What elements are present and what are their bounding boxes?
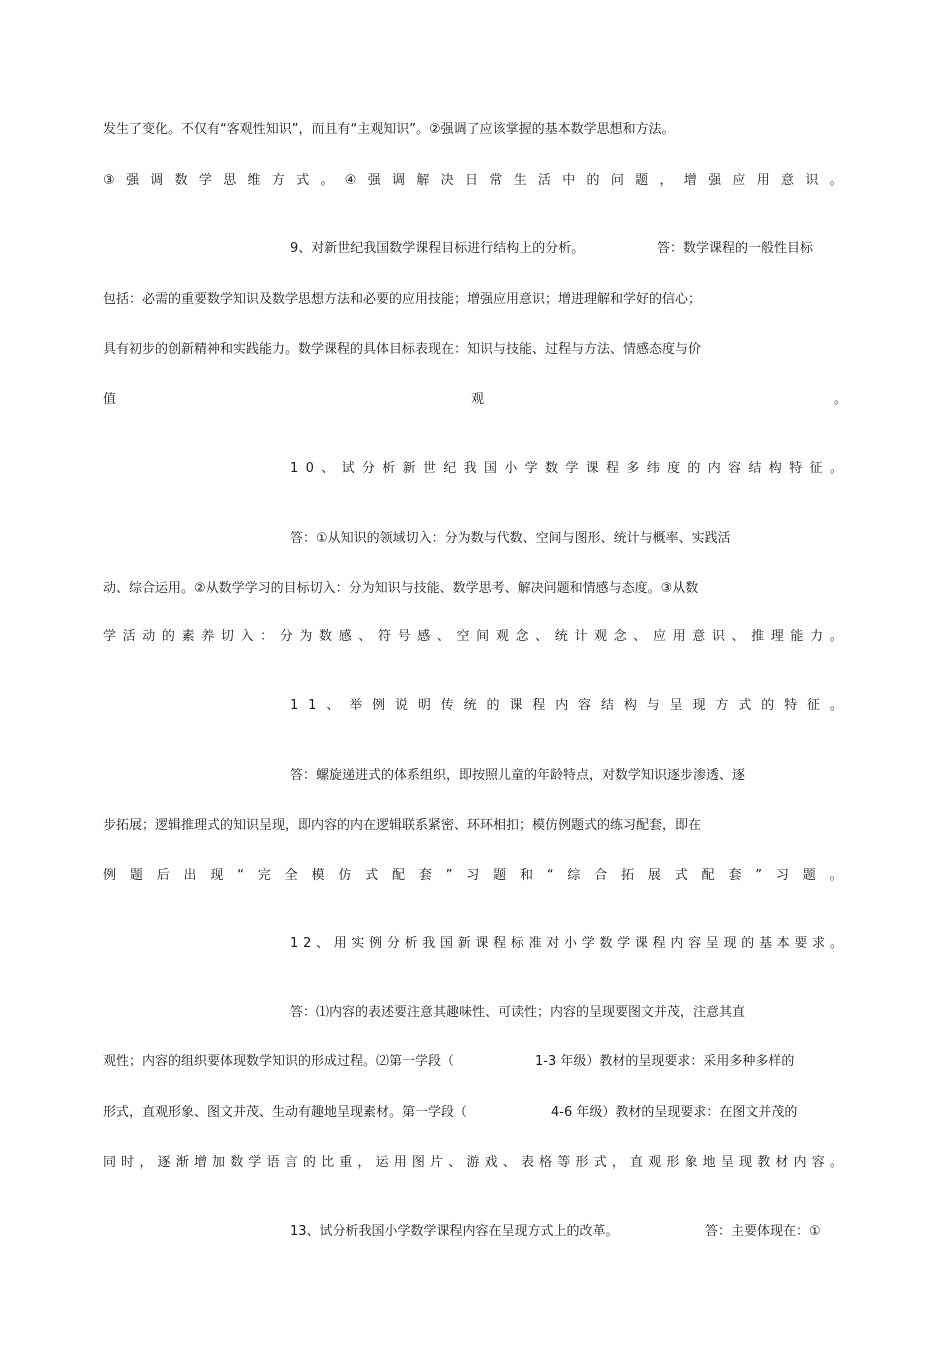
glyph: 维 [247, 173, 261, 188]
text-line-20a [290, 1223, 619, 1241]
glyph: 格 [539, 1155, 553, 1170]
glyph: 例 [372, 698, 386, 713]
glyph: 重 [339, 1155, 353, 1170]
glyph: 分 [386, 936, 400, 951]
glyph: 、 [502, 1155, 516, 1170]
glyph: 材 [775, 1155, 789, 1170]
glyph: 出 [183, 868, 197, 883]
glyph: 呈 [720, 1155, 734, 1170]
glyph: 强 [708, 173, 722, 188]
glyph: 课 [634, 936, 648, 951]
glyph: 、 [358, 629, 372, 644]
glyph: 时 [121, 1155, 135, 1170]
text-line-9 [103, 580, 698, 598]
answer-13-start: 答：主要体现在：① [705, 1224, 821, 1239]
glyph: 的 [586, 173, 600, 188]
glyph: ： [260, 629, 274, 644]
text-line-6c [834, 391, 847, 409]
glyph: 数 [174, 173, 188, 188]
answer-9-start: 答：数学课程的一般性目标 [657, 241, 814, 256]
glyph: 应 [652, 629, 666, 644]
glyph: 比 [321, 1155, 335, 1170]
glyph: 的 [161, 629, 175, 644]
text-line-8 [290, 530, 731, 548]
text-line-18a [103, 1104, 467, 1122]
glyph: 形 [575, 1155, 589, 1170]
glyph: “ [237, 868, 244, 883]
glyph: “ [546, 868, 554, 883]
glyph: 析 [404, 936, 418, 951]
glyph: 标 [510, 936, 524, 951]
glyph: 强 [367, 173, 381, 188]
glyph: 2 [302, 936, 312, 951]
glyph: 内 [707, 461, 721, 476]
glyph: 逐 [157, 1155, 171, 1170]
glyph: 课 [475, 936, 489, 951]
glyph: 纬 [646, 461, 660, 476]
glyph: 习 [466, 868, 480, 883]
glyph: 图 [411, 1155, 425, 1170]
glyph: 例 [369, 936, 383, 951]
glyph: 内 [555, 698, 569, 713]
glyph: 数 [545, 461, 559, 476]
glyph: 念 [515, 629, 529, 644]
glyph: 地 [702, 1155, 716, 1170]
glyph: 的 [486, 698, 500, 713]
glyph: 合 [594, 868, 608, 883]
text-line-1 [103, 121, 675, 139]
line-text: 步拓展；逻辑推理式的知识呈现，即内容的内在逻辑联系紧密、环环相扣；模仿例题式的练习配套，即在 [103, 818, 702, 833]
glyph: 新 [402, 461, 416, 476]
glyph: 对 [546, 936, 560, 951]
glyph: 片 [430, 1155, 444, 1170]
glyph: 式 [365, 868, 379, 883]
glyph: 的 [302, 1155, 316, 1170]
glyph: 我 [463, 461, 477, 476]
glyph: 仿 [338, 868, 352, 883]
glyph: 1 [290, 698, 299, 713]
glyph: 配 [392, 868, 406, 883]
glyph: 现 [723, 936, 737, 951]
glyph: 学 [103, 629, 117, 644]
glyph: 、 [633, 629, 647, 644]
line-text: 形式，直观形象、图文并茂、生动有趣地呈现素材。第一学段（ [103, 1105, 468, 1120]
glyph: 结 [748, 461, 762, 476]
glyph: 配 [701, 868, 715, 883]
glyph: 活 [537, 173, 551, 188]
line-text: 具有初步的创新精神和实践能力。数学课程的具体目标表现在：知识与技能、过程与方法、情感态度与价 [103, 342, 702, 357]
line-text: 观性；内容的组织要体现数学知识的形成过程。⑵第一学段（ [103, 1054, 455, 1069]
glyph: 符 [377, 629, 391, 644]
glyph: 后 [156, 868, 170, 883]
glyph: 中 [562, 173, 576, 188]
glyph: 增 [193, 1155, 207, 1170]
glyph: 调 [150, 173, 164, 188]
glyph: 意 [781, 173, 795, 188]
glyph: 观 [594, 629, 608, 644]
glyph: 分 [361, 461, 375, 476]
glyph: 、 [326, 698, 340, 713]
glyph: 构 [623, 698, 637, 713]
glyph: 动 [142, 629, 156, 644]
glyph: 、 [535, 629, 549, 644]
text-line-5 [103, 341, 701, 359]
glyph: ” [755, 868, 763, 883]
glyph: 现 [692, 698, 706, 713]
glyph: 观 [495, 629, 509, 644]
glyph: 国 [440, 936, 454, 951]
answer-11-start: 答：螺旋递进式的体系组织，即按照儿童的年龄特点，对数学知识逐步渗透、逐 [290, 768, 746, 783]
glyph: 容 [688, 936, 702, 951]
glyph: 求 [812, 936, 826, 951]
glyph: 小 [564, 936, 578, 951]
glyph: 活 [122, 629, 136, 644]
glyph: 。 [829, 461, 843, 476]
glyph: 观 [648, 1155, 662, 1170]
glyph: 的 [687, 461, 701, 476]
glyph: 直 [629, 1155, 643, 1170]
glyph: 言 [284, 1155, 298, 1170]
text-line-17a [103, 1053, 454, 1071]
glyph: ④ [344, 173, 357, 188]
question-11 [290, 697, 843, 715]
glyph: 计 [574, 629, 588, 644]
glyph: 学 [198, 173, 212, 188]
glyph: 学 [581, 936, 595, 951]
question-10 [290, 460, 843, 478]
glyph: 感 [417, 629, 431, 644]
glyph: 准 [528, 936, 542, 951]
glyph: 纪 [443, 461, 457, 476]
glyph: 征 [809, 461, 823, 476]
glyph: 多 [626, 461, 640, 476]
glyph: 学 [248, 1155, 262, 1170]
glyph: 强 [125, 173, 139, 188]
glyph: 增 [683, 173, 697, 188]
glyph: 特 [789, 461, 803, 476]
glyph: 识 [711, 629, 725, 644]
glyph: 特 [784, 698, 798, 713]
glyph: 构 [768, 461, 782, 476]
text-line-2 [103, 172, 843, 190]
glyph: 、 [321, 461, 335, 476]
text-line-6b [471, 391, 484, 409]
glyph: 同 [103, 1155, 117, 1170]
glyph: 应 [732, 173, 746, 188]
glyph: 空 [456, 629, 470, 644]
glyph: 加 [212, 1155, 226, 1170]
glyph: 。 [829, 1155, 843, 1170]
text-line-13 [103, 817, 701, 835]
glyph: 思 [223, 173, 237, 188]
glyph: 等 [557, 1155, 571, 1170]
glyph: 方 [715, 698, 729, 713]
text-line-4 [103, 291, 701, 309]
glyph: 明 [417, 698, 431, 713]
line-text: 观 [471, 392, 485, 407]
glyph: 学 [524, 461, 538, 476]
glyph: 国 [483, 461, 497, 476]
glyph: 理 [770, 629, 784, 644]
line-text: 发生了变化。不仅有“客观性知识”，而且有“主观知识”。②强调了应该掌握的基本数学思想和方法。 [103, 122, 675, 137]
glyph: 养 [201, 629, 215, 644]
glyph: 小 [504, 461, 518, 476]
glyph: 能 [790, 629, 804, 644]
glyph: 统 [554, 629, 568, 644]
text-line-10 [103, 628, 843, 646]
glyph: 题 [635, 173, 649, 188]
line-text: 1-3 年级）教材的呈现要求：采用多种多样的 [535, 1054, 795, 1069]
glyph: 渐 [175, 1155, 189, 1170]
glyph: 析 [382, 461, 396, 476]
glyph: 、 [731, 629, 745, 644]
glyph: 现 [739, 1155, 753, 1170]
text-line-6a [103, 391, 116, 409]
glyph: 方 [271, 173, 285, 188]
glyph: 课 [585, 461, 599, 476]
glyph: ” [445, 868, 453, 883]
glyph: 。 [829, 698, 843, 713]
glyph: 戏 [484, 1155, 498, 1170]
question-12 [290, 935, 843, 953]
glyph: 表 [520, 1155, 534, 1170]
text-line-3b [657, 240, 813, 258]
glyph: 数 [599, 936, 613, 951]
glyph: 推 [751, 629, 765, 644]
text-line-18b [551, 1104, 797, 1122]
text-line-19 [103, 1154, 843, 1172]
glyph: 形 [666, 1155, 680, 1170]
glyph: 模 [311, 868, 325, 883]
glyph: 语 [266, 1155, 280, 1170]
glyph: 。 [829, 629, 843, 644]
question-9: 9、对新世纪我国数学课程目标进行结构上的分析。 [290, 241, 585, 256]
glyph: 学 [565, 461, 579, 476]
glyph: 式 [738, 698, 752, 713]
glyph: 例 [103, 868, 117, 883]
answer-12-start: 答：⑴内容的表述要注意其趣味性、可读性；内容的呈现要图文并茂，注意其直 [290, 1005, 746, 1020]
glyph: 象 [684, 1155, 698, 1170]
glyph: 新 [457, 936, 471, 951]
glyph: 举 [349, 698, 363, 713]
glyph: 、 [315, 936, 329, 951]
glyph: 用 [756, 173, 770, 188]
glyph: 0 [305, 461, 314, 476]
glyph: 决 [440, 173, 454, 188]
glyph: ， [357, 1155, 371, 1170]
glyph: ， [659, 173, 673, 188]
glyph: 生 [513, 173, 527, 188]
glyph: 意 [692, 629, 706, 644]
glyph: 习 [775, 868, 789, 883]
glyph: 题 [493, 868, 507, 883]
glyph: 现 [210, 868, 224, 883]
glyph: 程 [652, 936, 666, 951]
glyph: 拓 [621, 868, 635, 883]
answer-10-start: 答：①从知识的领域切入：分为数与代数、空间与图形、统计与概率、实践活 [290, 531, 731, 546]
glyph: ③ [103, 173, 115, 188]
glyph: 和 [519, 868, 533, 883]
glyph: 题 [802, 868, 816, 883]
question-13: 13、试分析我国小学数学课程内容在呈现方式上的改革。 [290, 1224, 619, 1239]
glyph: 内 [793, 1155, 807, 1170]
glyph: 征 [807, 698, 821, 713]
glyph: 与 [646, 698, 660, 713]
glyph: 式 [674, 868, 688, 883]
glyph: 游 [466, 1155, 480, 1170]
line-text: 。 [834, 392, 848, 407]
glyph: 式 [593, 1155, 607, 1170]
glyph: 的 [741, 936, 755, 951]
line-text: 动、综合运用。②从数学学习的目标切入：分为知识与技能、数学思考、解决问题和情感与态度。③从数 [103, 581, 699, 596]
glyph: 号 [397, 629, 411, 644]
glyph: 。 [829, 868, 843, 883]
glyph: 用 [393, 1155, 407, 1170]
glyph: 实 [351, 936, 365, 951]
glyph: 要 [794, 936, 808, 951]
glyph: 结 [601, 698, 615, 713]
text-line-16 [290, 1004, 745, 1022]
glyph: 式 [296, 173, 310, 188]
text-line-3 [290, 240, 584, 258]
glyph: 数 [230, 1155, 244, 1170]
line-text: 包括：必需的重要数学知识及数学思想方法和必要的应用技能；增强应用意识；增进理解和学好的信心； [103, 292, 702, 307]
glyph: 说 [394, 698, 408, 713]
glyph: 呈 [669, 698, 683, 713]
text-line-14 [103, 867, 843, 885]
glyph: 题 [129, 868, 143, 883]
glyph: ， [139, 1155, 153, 1170]
glyph: 数 [319, 629, 333, 644]
glyph: 基 [758, 936, 772, 951]
glyph: 程 [606, 461, 620, 476]
glyph: 世 [422, 461, 436, 476]
glyph: ， [611, 1155, 625, 1170]
glyph: 常 [489, 173, 503, 188]
glyph: 展 [647, 868, 661, 883]
line-text: 4-6 年级）教材的呈现要求：在图文并茂的 [551, 1105, 798, 1120]
glyph: 力 [810, 629, 824, 644]
glyph: 。 [829, 936, 843, 951]
glyph: 。 [320, 173, 334, 188]
glyph: 套 [728, 868, 742, 883]
glyph: 度 [667, 461, 681, 476]
glyph: 识 [805, 173, 819, 188]
line-text: 值 [103, 392, 117, 407]
glyph: 课 [509, 698, 523, 713]
glyph: 1 [290, 936, 299, 951]
glyph: 。 [829, 173, 843, 188]
glyph: 完 [257, 868, 271, 883]
glyph: 素 [181, 629, 195, 644]
glyph: 间 [476, 629, 490, 644]
glyph: 为 [299, 629, 313, 644]
text-line-12 [290, 767, 745, 785]
glyph: 、 [448, 1155, 462, 1170]
glyph: 问 [610, 173, 624, 188]
glyph: 调 [392, 173, 406, 188]
glyph: 1 [290, 461, 299, 476]
glyph: 切 [220, 629, 234, 644]
glyph: 运 [375, 1155, 389, 1170]
glyph: 学 [617, 936, 631, 951]
glyph: 传 [440, 698, 454, 713]
glyph: 容 [578, 698, 592, 713]
glyph: 入 [240, 629, 254, 644]
glyph: 套 [418, 868, 432, 883]
glyph: 解 [416, 173, 430, 188]
glyph: 本 [776, 936, 790, 951]
glyph: 用 [333, 936, 347, 951]
glyph: 综 [567, 868, 581, 883]
glyph: 全 [284, 868, 298, 883]
glyph: 呈 [705, 936, 719, 951]
glyph: 程 [532, 698, 546, 713]
glyph: 的 [761, 698, 775, 713]
glyph: 念 [613, 629, 627, 644]
glyph: 统 [463, 698, 477, 713]
glyph: 教 [757, 1155, 771, 1170]
glyph: 1 [308, 698, 317, 713]
glyph: 感 [338, 629, 352, 644]
glyph: 用 [672, 629, 686, 644]
glyph: 分 [279, 629, 293, 644]
glyph: 我 [422, 936, 436, 951]
glyph: 内 [670, 936, 684, 951]
text-line-17b [535, 1053, 794, 1071]
glyph: 、 [436, 629, 450, 644]
glyph: 容 [811, 1155, 825, 1170]
glyph: 日 [464, 173, 478, 188]
glyph: 容 [728, 461, 742, 476]
text-line-20b [705, 1223, 821, 1241]
glyph: 程 [493, 936, 507, 951]
glyph: 试 [341, 461, 355, 476]
